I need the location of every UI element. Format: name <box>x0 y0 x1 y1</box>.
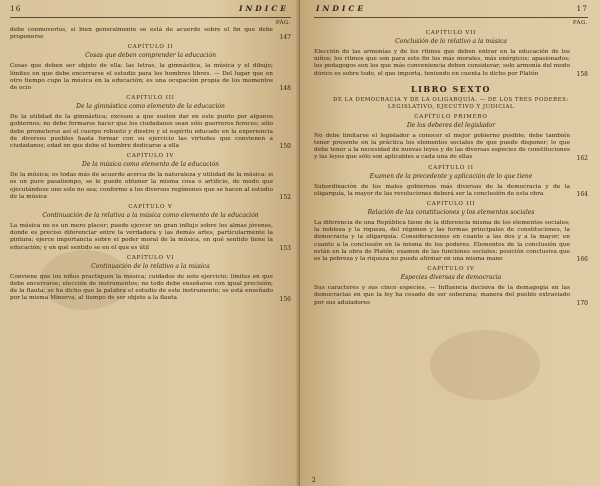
chapter-heading: CAPÍTULO III <box>126 95 175 102</box>
chapter-heading: CAPÍTULO III <box>426 201 476 208</box>
page-reference: 152 <box>279 194 291 202</box>
chapter-heading: CAPÍTULO PRIMERO <box>414 113 488 120</box>
page-reference: 150 <box>279 143 291 151</box>
chapter-summary: No debe limitarse el legislador a conocer el mejor gobierno posible; debe también tener presente en la práctica los elementos sociales de que puede disponer; lo que debe tener a la necesidad de nuevas leyes y de las diversas especies de constituciones y las leyes que sólo son aplicables a cada una de ellas <box>314 132 570 161</box>
chapter-summary: Subordinación de los malos gobiernos más diversas de la democracia y de la oligarquía, la mayor de las revoluciones deberá ser la conclusión de esta obra <box>314 183 570 197</box>
chapter-subtitle: De los deberes del legislador <box>406 121 496 129</box>
index-entry <box>314 114 588 162</box>
chapter-summary: De la música; es todas más de acuerdo acerca de la naturaleza y utilidad de la música: si es un puro pasatiempo, se le puede obtener la misma cosa o artificio, de modo que ejecutándose uno solo no sea; conforme a los diversos regímenes que se hacen al estudio de la música <box>10 172 273 200</box>
chapter-heading: CAPÍTULO II <box>428 164 474 171</box>
page-reference: 156 <box>279 295 291 303</box>
index-entry <box>10 27 291 41</box>
chapter-heading: CAPÍTULO VI <box>126 254 175 261</box>
page-reference: 166 <box>576 256 588 264</box>
right-index-entries-after <box>314 114 588 307</box>
index-entry <box>314 201 588 263</box>
page-reference: 148 <box>279 85 291 93</box>
book-subtitle: DE LA DEMOCRACIA Y DE LA OLIGARQUÍA. — DE LOS TRES PODERES: LEGISLATIVO, EJECUTIVO Y JUDICIAL <box>333 96 569 110</box>
page-reference: 158 <box>576 70 588 78</box>
chapter-subtitle: Cosas que deben comprender la educación <box>85 52 216 60</box>
chapter-summary: La diferencia de una República tiene de la diferencia misma de los elementos sociales; la nobleza y la riqueza, del régimen y las formas principales de constituciones, la democracia y la oligarquía. Consideraciones en cuanto a las dos y a la mayor; en cuanto a la conclusión en la misma de los poderes. Elementos de la conclusión que están en la obra de Platón; examen de las funciones sociales; posición conclusiva que es la pobreza y la riqueza no puede afirmar en una misma mano <box>314 220 570 263</box>
chapter-subtitle: De la gimnástica como elemento de la educación <box>76 103 225 111</box>
page-reference: 147 <box>279 34 291 42</box>
right-page <box>300 0 600 486</box>
chapter-subtitle: Continuación de la relativa a la música como elemento de la educación <box>42 212 259 220</box>
chapter-subtitle: Relación de las constituciones y los elementos sociales <box>367 209 535 217</box>
chapter-heading: CAPÍTULO VII <box>425 30 477 36</box>
right-pag-label: PÁG. <box>572 20 588 26</box>
chapter-subtitle: Especies diversas de democracia <box>400 274 502 282</box>
chapter-subtitle: Examen de la precedente y aplicación de lo que tiene <box>369 172 533 180</box>
index-entry <box>10 153 291 201</box>
right-running-head <box>314 4 588 16</box>
chapter-summary: debe conmoverlos, si bien generalmente se está de acuerdo sobre el fin que debe proponerse <box>10 27 273 41</box>
left-page <box>0 0 299 486</box>
left-page-number: 16 <box>10 4 22 13</box>
index-entry <box>314 30 588 78</box>
right-index-entries <box>314 30 588 78</box>
left-running-head <box>10 4 291 16</box>
page-reference: 170 <box>576 299 588 307</box>
index-entry <box>314 266 588 307</box>
signature-mark: 2 <box>312 477 316 484</box>
chapter-summary: Sus caracteres y sus cinco especies. — Influencia decisiva de la demagogia en las democracias en que la ley ha cesado de ser soberana; manera del pueblo extraviado por sus aduladores <box>314 285 570 306</box>
index-entry <box>10 95 291 150</box>
chapter-summary: Cosas que deben ser objeto de ella: las letras, la gimnástica, la música y el dibujo; límites en que debe encerrarse el estudio para los hombres libres. — Del lugar que en otro tiempo cupo la música en la educación; es una ocupación propia de los momentos de ocio <box>10 63 273 92</box>
chapter-subtitle: Continuación de lo relativo a la música <box>91 262 210 270</box>
page-reference: 162 <box>576 154 588 162</box>
index-entry <box>10 204 291 252</box>
paper-stain <box>40 250 130 310</box>
index-entry <box>314 165 588 198</box>
left-header-rule <box>10 17 291 18</box>
chapter-subtitle: Conclusión de lo relativo a la música <box>395 38 507 45</box>
chapter-summary: La música no es un mero placer; puede ejercer un gran influjo sobre los almas jóvenes, donde es preciso diferenciar entre la verdadera y las demás artes, particularmente la pintura; ejerce importancia sobre el poder moral de la música, en qué sentido tiene la educación; y en qué sentido se en el que es útil <box>10 223 273 251</box>
chapter-heading: CAPÍTULO II <box>127 44 174 51</box>
chapter-heading: CAPÍTULO V <box>128 204 173 211</box>
right-running-title: INDICE <box>316 4 367 13</box>
left-pag-label: PÁG. <box>275 20 291 26</box>
index-entry <box>10 44 291 92</box>
right-page-number: 17 <box>576 4 588 13</box>
page-reference: 153 <box>279 244 291 252</box>
chapter-heading: CAPÍTULO IV <box>427 266 475 273</box>
chapter-subtitle: De la música como elemento de la educación <box>82 161 219 169</box>
right-header-rule <box>314 17 588 18</box>
chapter-summary: Elección de las armonías y de los ritmos que deben entrar en la educación de los niños; los ritmos que son para este fin los más morales, más enérgicos; apasionados; los pedagogos son los que más conveniencia deben considerar; solo armonía del modo dórico es sobre todo, el que importa, teniendo en cuenta lo dicho por Platón <box>314 49 570 77</box>
page-reference: 164 <box>576 191 588 199</box>
chapter-summary: De la utilidad de la gimnástica; excesos a que suelen dar en este punto por algunos gobiernos; no debe formarse hacer que los ciudadanos sean sólo guerreros feroces; sólo debe prometerse así el cuerpo robusto y diestro y el espíritu educado en la experiencia de diversos pueblos hasta formar con su ejercicio las virtudes que convienen a ciudadanos; edad en que debe el hombre dedicarse a ella <box>10 114 273 150</box>
chapter-summary: Conviene que los niños practiquen la música; cuidados de esto ejercicio; límites en que debe encerrarse; elección de instrumentos; no todo debe enseñarse con igual precisión; de la flauta; se ha dicho que la palabra el estudio de este instrumento; se está enseñado por la misma Minerva, al tiempo de ser objeto a la flauta <box>10 273 273 302</box>
left-running-title: INDICE <box>238 4 289 13</box>
chapter-heading: CAPÍTULO IV <box>126 153 175 160</box>
paper-stain <box>430 330 540 400</box>
book-title: LIBRO SEXTO <box>410 83 492 94</box>
